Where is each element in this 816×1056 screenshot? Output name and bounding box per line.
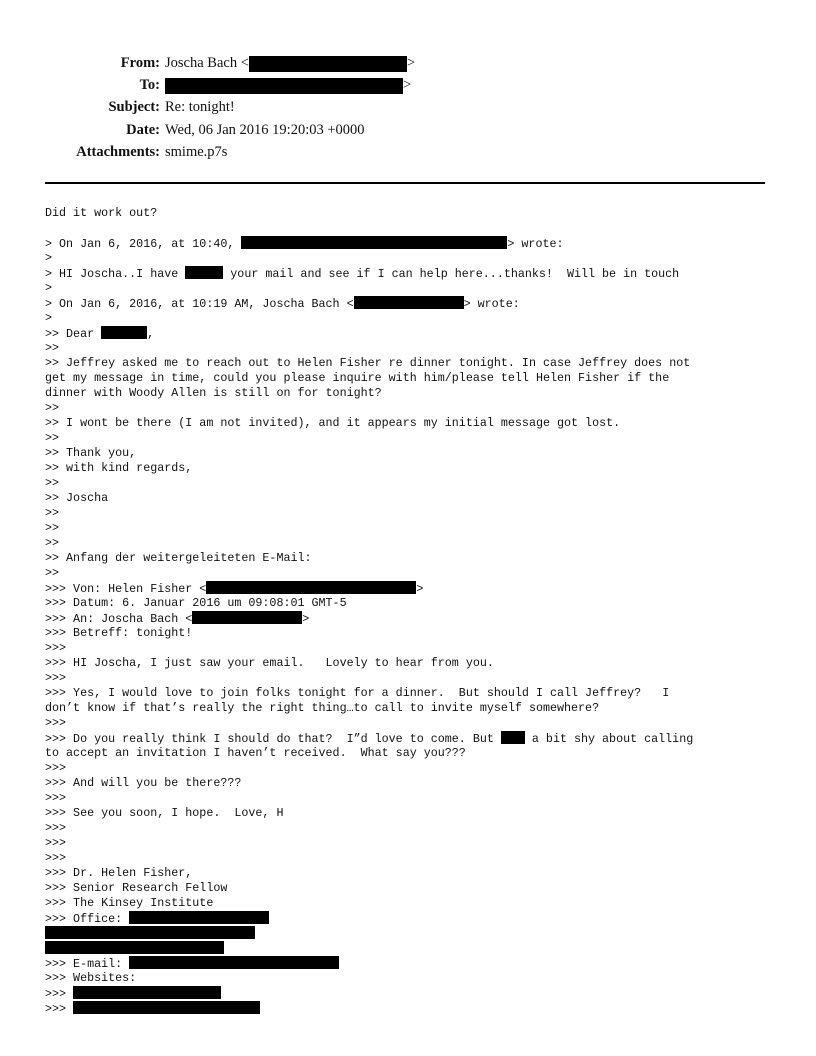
redaction-block [45, 926, 255, 939]
body-line: >>> Betreff: tonight! [45, 626, 193, 640]
blank-line [45, 221, 775, 236]
body-line: >>> [45, 791, 67, 805]
body-line [45, 926, 775, 941]
body-line: >> Jeffrey asked me to reach out to Helen Fisher re dinner tonight. In case Jeffrey does not [45, 356, 691, 370]
line-text: >>> Von: Helen Fisher < [45, 582, 207, 596]
redaction-block [45, 941, 224, 954]
line-text: > [302, 612, 310, 626]
body-line: >> with kind regards, [45, 461, 193, 475]
line-text: your mail and see if I can help here...thanks! Will be in touch [223, 267, 680, 281]
body-line: >>> See you soon, I hope. Love, H [45, 806, 284, 820]
header-divider [45, 182, 765, 184]
body-line: dinner with Woody Allen is still on for tonight? [45, 386, 382, 400]
body-line [45, 611, 775, 626]
body-line: > [45, 281, 53, 295]
line-text: > HI Joscha..I have [45, 267, 186, 281]
line-text: >>> [45, 1002, 74, 1016]
subject-row [0, 98, 816, 116]
body-line [45, 1001, 775, 1016]
redaction-block [241, 236, 507, 249]
redaction-block [192, 611, 302, 624]
subject-value: Re: tonight! [165, 99, 235, 115]
redaction-block [185, 266, 223, 279]
line-text: , [147, 327, 155, 341]
to-value [165, 76, 411, 94]
body-line: >> Joscha [45, 491, 109, 505]
body-line: >> [45, 341, 60, 355]
redaction-block [73, 1001, 260, 1014]
body-line: >>> [45, 761, 67, 775]
body-line: >> Anfang der weitergeleiteten E-Mail: [45, 551, 312, 565]
body-line: >> [45, 401, 60, 415]
body-line: > [45, 251, 53, 265]
redaction-block [249, 56, 407, 72]
redaction-block [354, 296, 464, 309]
body-line [45, 911, 775, 926]
body-line: >>> [45, 821, 67, 835]
redaction-block [129, 911, 269, 924]
from-value [165, 54, 415, 72]
body-line: >> Thank you, [45, 446, 137, 460]
attachments-row [0, 143, 816, 161]
from-label: From: [120, 55, 160, 71]
body-line [45, 986, 775, 1001]
body-line: get my message in time, could you please inquire with him/please tell Helen Fisher if the [45, 371, 670, 385]
body-line [45, 266, 775, 281]
line-text: >>> [45, 987, 74, 1001]
date-value: Wed, 06 Jan 2016 19:20:03 +0000 [165, 122, 365, 138]
body-line: >>> Yes, I would love to join folks tonight for a dinner. But should I call Jeffrey? I [45, 686, 670, 700]
body-line: >> [45, 431, 60, 445]
body-line: >>> And will you be there??? [45, 776, 242, 790]
redaction-block [206, 581, 416, 594]
email-body [45, 206, 775, 1016]
body-line: to accept an invitation I haven’t received. What say you??? [45, 746, 466, 760]
line-text: > [416, 582, 424, 596]
body-line: >> [45, 521, 60, 535]
to-close: > [403, 77, 412, 93]
body-line [45, 581, 775, 596]
body-line: >>> [45, 836, 67, 850]
line-text: >> Dear [45, 327, 102, 341]
line-text: > wrote: [463, 297, 520, 311]
redaction-block [73, 986, 221, 999]
date-row [0, 121, 816, 139]
from-name: Joscha Bach < [165, 55, 249, 71]
line-text: >>> Office: [45, 912, 130, 926]
line-text: a bit shy about calling [524, 732, 694, 746]
redaction-block [129, 956, 339, 969]
body-line: >>> Senior Research Fellow [45, 881, 228, 895]
redaction-block [501, 731, 525, 744]
body-line [45, 941, 775, 956]
body-line: >> [45, 506, 60, 520]
line-text: > On Jan 6, 2016, at 10:19 AM, Joscha Bach < [45, 297, 354, 311]
body-line: > [45, 311, 53, 325]
line-text: >>> An: Joscha Bach < [45, 612, 193, 626]
date-label: Date: [126, 122, 160, 138]
body-line: don’t know if that’s really the right thing…to call to invite myself somewhere? [45, 701, 600, 715]
body-line: >> [45, 476, 60, 490]
from-row [0, 54, 816, 72]
body-line: >>> Datum: 6. Januar 2016 um 09:08:01 GMT-5 [45, 596, 347, 610]
body-line: >>> Websites: [45, 971, 137, 985]
body-line [45, 296, 775, 311]
body-line: >>> The Kinsey Institute [45, 896, 214, 910]
body-line: >> [45, 566, 60, 580]
body-line: >> [45, 536, 60, 550]
body-line: Did it work out? [45, 206, 158, 220]
body-line: >>> [45, 716, 67, 730]
body-line: >>> HI Joscha, I just saw your email. Lovely to hear from you. [45, 656, 494, 670]
body-line [45, 326, 775, 341]
attachments-label: Attachments: [76, 144, 160, 160]
line-text: >>> Do you really think I should do that? I”d love to come. But [45, 732, 501, 746]
body-line: >>> [45, 641, 67, 655]
redaction-block [101, 326, 147, 339]
body-line: >>> [45, 851, 67, 865]
redaction-block [165, 78, 403, 94]
body-line [45, 731, 775, 746]
body-line: >> I wont be there (I am not invited), and it appears my initial message got lost. [45, 416, 621, 430]
line-text: >>> E-mail: [45, 957, 130, 971]
line-text: > On Jan 6, 2016, at 10:40, [45, 237, 242, 251]
line-text: > wrote: [507, 237, 564, 251]
attachments-value[interactable]: smime.p7s [165, 144, 228, 160]
to-row [0, 76, 816, 94]
body-line [45, 236, 775, 251]
from-close: > [406, 55, 416, 71]
to-label: To: [139, 77, 160, 93]
body-line [45, 956, 775, 971]
subject-label: Subject: [108, 99, 160, 115]
body-line: >>> Dr. Helen Fisher, [45, 866, 193, 880]
body-line: >>> [45, 671, 67, 685]
